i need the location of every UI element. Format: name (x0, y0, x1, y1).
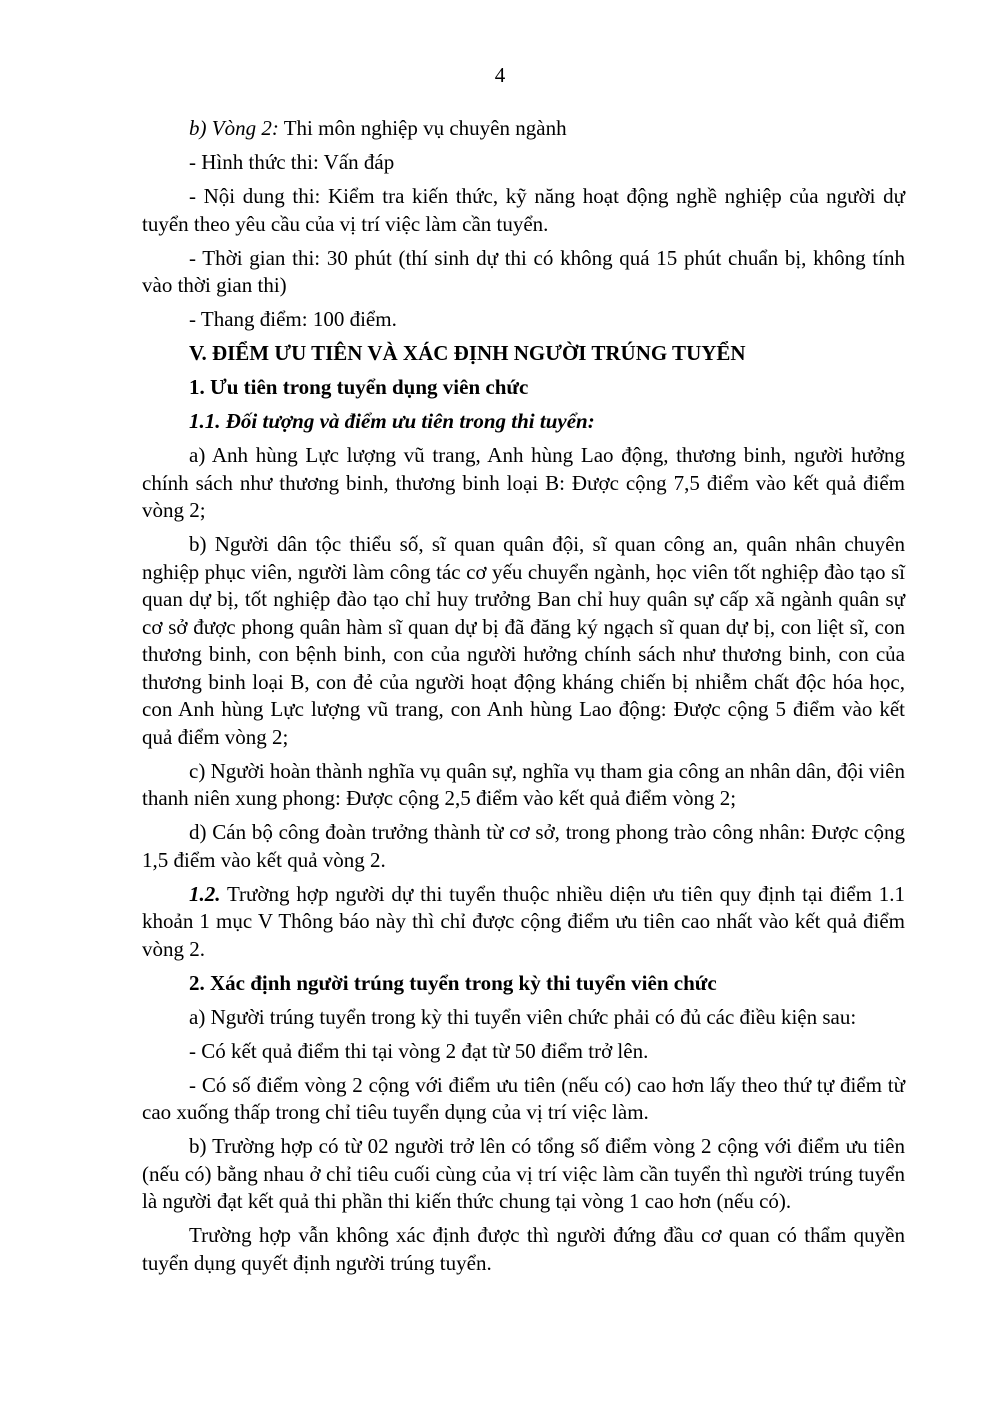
priority-heading: 1. Ưu tiên trong tuyển dụng viên chức (189, 375, 529, 399)
priority-item-a: a) Anh hùng Lực lượng vũ trang, Anh hùng Lao động, thương binh, người hưởng chính sách như thương binh, thương binh loại B: Được cộng 7,5 điểm vào kết quả điểm vòng 2; (142, 443, 905, 522)
winner-condition-a: a) Người trúng tuyển trong kỳ thi tuyển viên chức phải có đủ các điều kiện sau: (189, 1004, 857, 1029)
priority-rule-text: Trường hợp người dự thi tuyển thuộc nhiều diện ưu tiên quy định tại điểm 1.1 khoản 1 mục V Thông báo này thì chỉ được cộng điểm ưu tiên cao nhất vào kết quả điểm vòng 2. (142, 881, 905, 961)
page-number: 4 (494, 63, 506, 87)
round2-text: Thi môn nghiệp vụ chuyên ngành (278, 116, 567, 140)
priority-item-c: c) Người hoàn thành nghĩa vụ quân sự, nghĩa vụ tham gia công an nhân dân, đội viên thanh niên xung phong: Được cộng 2,5 điểm vào kết quả điểm vòng 2; (142, 758, 905, 810)
round2-label: b) Vòng 2: (189, 116, 279, 140)
priority-item-d: d) Cán bộ công đoàn trưởng thành từ cơ sở, trong phong trào công nhân: Được cộng 1,5 điểm vào kết quả vòng 2. (142, 820, 905, 872)
exam-format-paragraph: - Hình thức thi: Vấn đáp (189, 150, 395, 174)
priority-rule-label: 1.2. (189, 881, 221, 906)
section-v-heading: V. ĐIỂM ƯU TIÊN VÀ XÁC ĐỊNH NGƯỜI TRÚNG TUYỂN (189, 341, 746, 365)
winner-condition-b: b) Trường hợp có từ 02 người trở lên có tổng số điểm vòng 2 cộng với điểm ưu tiên (nếu có) bằng nhau ở chỉ tiêu cuối cùng của vị trí việc làm cần tuyển thì người trúng tuyển là người đạt kết quả thi phần thi kiến thức chung tại vòng 1 cao hơn (nếu có). (142, 1134, 905, 1213)
priority-rule-paragraph (142, 881, 905, 964)
score-scale-paragraph: - Thang điểm: 100 điểm. (189, 307, 397, 331)
priority-item-b: b) Người dân tộc thiểu số, sĩ quan quân đội, sĩ quan công an, quân nhân chuyên nghiệp phục viên, người làm công tác cơ yếu chuyển ngành, học viên tốt nghiệp đào tạo sĩ quan dự bị, tốt nghiệp đào tạo chỉ huy trưởng Ban chỉ huy quân sự cấp xã ngành quân sự cơ sở được phong quân hàm sĩ quan dự bị đã đăng ký ngạch sĩ quan dự bị, con liệt sĩ, con thương binh, con bệnh binh, con của người hưởng chính sách như thương binh, con của thương binh loại B, con đẻ của người hoạt động kháng chiến bị nhiễm chất độc hóa học, con Anh hùng Lực lượng vũ trang, con Anh hùng Lao động: Được cộng 5 điểm vào kết quả điểm vòng 2; (142, 532, 905, 749)
round2-paragraph (142, 115, 905, 143)
winner-heading: 2. Xác định người trúng tuyển trong kỳ thi tuyển viên chức (189, 970, 717, 995)
winner-condition-a2: - Có số điểm vòng 2 cộng với điểm ưu tiên (nếu có) cao hơn lấy theo thứ tự điểm từ cao xuống thấp trong chỉ tiêu tuyển dụng của vị trí việc làm. (142, 1072, 905, 1124)
final-paragraph: Trường hợp vẫn không xác định được thì người đứng đầu cơ quan có thẩm quyền tuyển dụng quyết định người trúng tuyển. (142, 1223, 905, 1275)
priority-subjects-heading: 1.1. Đối tượng và điểm ưu tiên trong thi tuyển: (189, 409, 595, 433)
exam-content-paragraph: - Nội dung thi: Kiểm tra kiến thức, kỹ năng hoạt động nghề nghiệp của người dự tuyển theo yêu cầu của vị trí việc làm cần tuyển. (142, 184, 905, 236)
winner-condition-a1: - Có kết quả điểm thi tại vòng 2 đạt từ 50 điểm trở lên. (189, 1038, 649, 1063)
exam-duration-paragraph: - Thời gian thi: 30 phút (thí sinh dự thi có không quá 15 phút chuẩn bị, không tính vào thời gian thi) (142, 245, 905, 297)
document-body (142, 115, 905, 1284)
